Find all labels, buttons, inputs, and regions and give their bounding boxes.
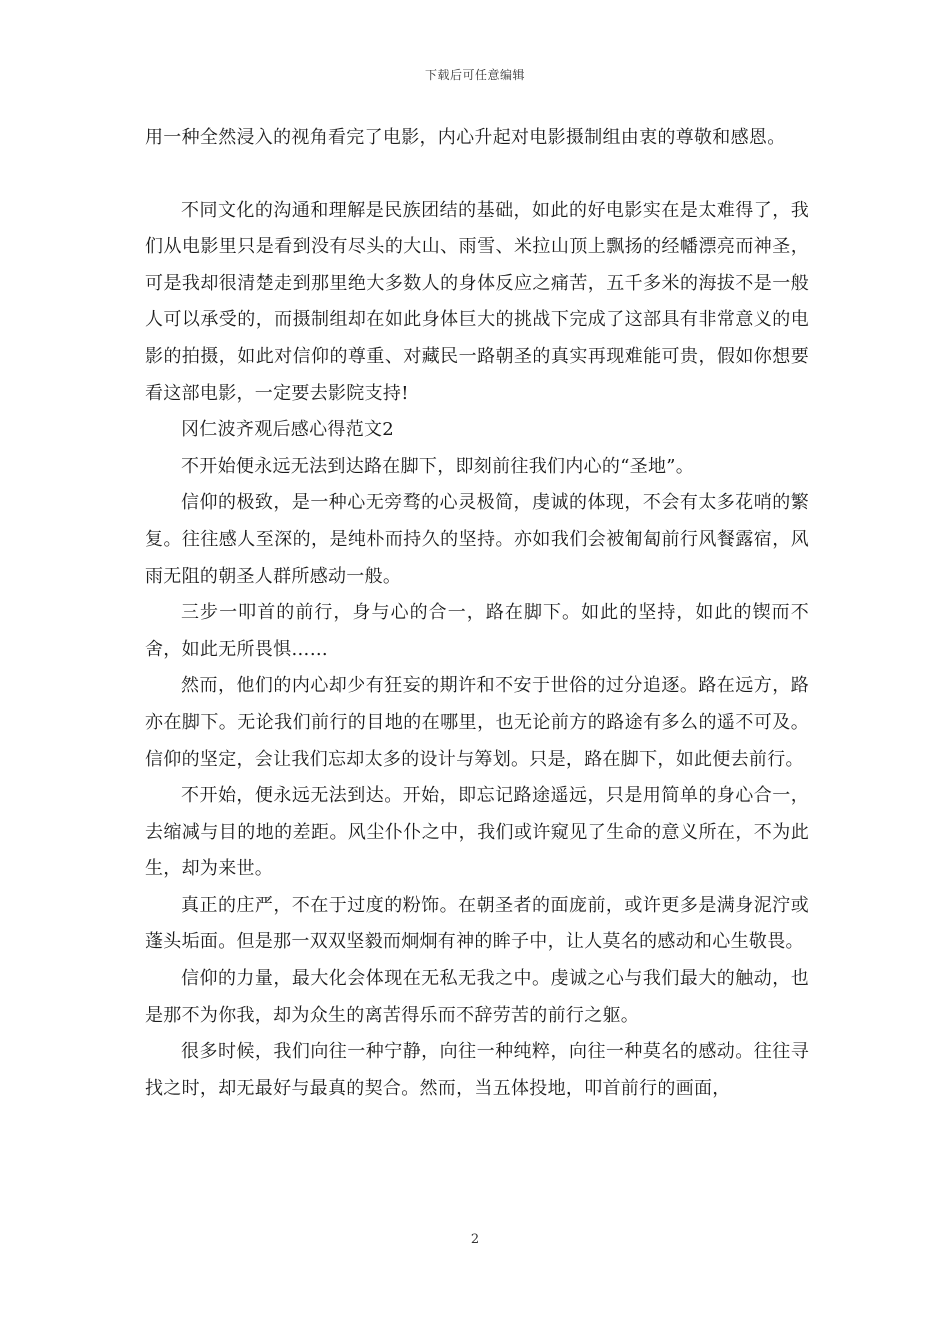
paragraph: 真正的庄严，不在于过度的粉饰。在朝圣者的面庞前，或许更多是满身泥泞或蓬头垢面。但是那一双双坚毅而炯炯有神的眸子中，让人莫名的感动和心生敬畏。 (145, 894, 809, 953)
paragraph: 信仰的极致，是一种心无旁骛的心灵极简，虔诚的体现，不会有太多花哨的繁复。往往感人至深的，是纯朴而持久的坚持。亦如我们会被匍匐前行风餐露宿，风雨无阻的朝圣人群所感动一般。 (145, 492, 809, 587)
document-body (145, 120, 809, 1107)
page-number: 2 (470, 1232, 480, 1247)
page-header: 下载后可任意编辑 (424, 68, 525, 82)
paragraph: 不同文化的沟通和理解是民族团结的基础，如此的好电影实在是太难得了，我们从电影里只是看到没有尽头的大山、雨雪、米拉山顶上飘扬的经幡漂亮而神圣，可是我却很清楚走到那里绝大多数人的身体反应之痛苦，五千多米的海拔不是一般人可以承受的，而摄制组却在如此身体巨大的挑战下完成了这部具有非常意义的电影的拍摄，如此对信仰的尊重、对藏民一路朝圣的真实再现难能可贵，假如你想要看这部电影，一定要去影院支持! (145, 199, 809, 404)
paragraph: 信仰的力量，最大化会体现在无私无我之中。虔诚之心与我们最大的触动，也是那不为你我，却为众生的离苦得乐而不辞劳苦的前行之躯。 (145, 968, 809, 1026)
paragraph: 不开始，便永远无法到达。开始，即忘记路途遥远，只是用简单的身心合一，去缩减与目的地的差距。风尘仆仆之中，我们或许窥见了生命的意义所在，不为此生，却为来世。 (145, 785, 809, 880)
paragraph: 三步一叩首的前行，身与心的合一，路在脚下。如此的坚持，如此的锲而不舍，如此无所畏惧…… (145, 602, 809, 660)
paragraph: 不开始便永远无法到达路在脚下，即刻前往我们内心的“圣地”。 (181, 455, 695, 477)
section-heading: 冈仁波齐观后感心得范文2 (181, 419, 395, 441)
paragraph: 然而，他们的内心却少有狂妄的期许和不安于世俗的过分追逐。路在远方，路亦在脚下。无论我们前行的目地的在哪里，也无论前方的路途有多么的遥不可及。信仰的坚定，会让我们忘却太多的设计与筹划。只是，路在脚下，如此便去前行。 (145, 675, 809, 770)
paragraph: 用一种全然浸入的视角看完了电影，内心升起对电影摄制组由衷的尊敬和感恩。 (145, 127, 786, 148)
paragraph: 很多时候，我们向往一种宁静，向往一种纯粹，向往一种莫名的感动。往往寻找之时，却无最好与最真的契合。然而，当五体投地，叩首前行的画面， (145, 1041, 809, 1099)
